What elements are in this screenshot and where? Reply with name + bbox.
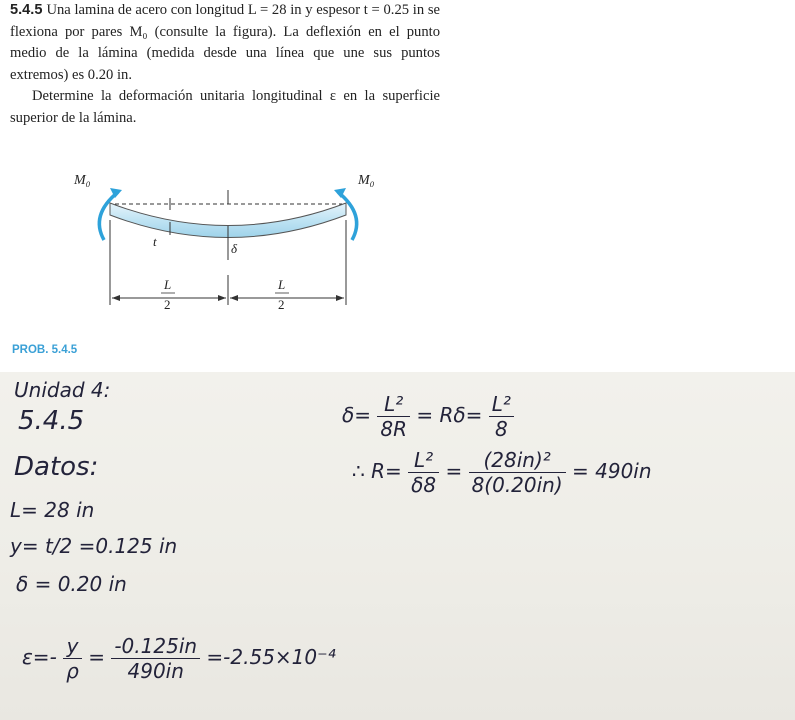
problem-statement <box>10 0 440 129</box>
notes-datos: Datos: <box>14 452 99 482</box>
equation-strain <box>22 634 336 683</box>
eq1-mid: = Rδ= <box>416 403 483 427</box>
notes-heading: Unidad 4: <box>14 378 111 402</box>
problem-paragraph-1 <box>10 0 440 86</box>
given-y: y= t/2 =0.125 in <box>10 534 178 558</box>
beam-figure <box>60 160 400 340</box>
eq3-fraction-2: $\frac{-0.125in}{490in}$ <box>111 634 200 683</box>
eq3-result: =-2.55×10⁻⁴ <box>206 645 336 669</box>
equation-deflection <box>342 392 514 441</box>
eq2-eq: = <box>445 459 463 483</box>
problem-label: PROB. 5.4.5 <box>12 344 78 356</box>
handwritten-notes <box>0 372 795 720</box>
eq2-fraction-2: $\frac{\text{(28in)²}}{8(0.20in)}$ <box>469 448 566 497</box>
notes-problem-number: 5.4.5 <box>18 406 85 436</box>
eq1-fraction: $\frac{\text{L²}}{8R}$ <box>377 392 410 441</box>
equation-radius <box>352 448 652 497</box>
deflection-label: δ <box>231 241 238 256</box>
problem-text-1: Una lamina de acero con longitud L = 28 in y espesor t = 0.25 in se flexiona por pares M₀ (consulte la figura). La deflexión en el punto medio de la lámina (medida desde una línea que une sus puntos extremos) es 0.20 in. <box>10 2 440 83</box>
problem-number: 5.4.5 <box>10 2 43 18</box>
moment-label-right: M₀ <box>358 173 375 188</box>
problem-paragraph-2: Determine la deformación unitaria longitudinal ε en la superficie superior de la lámina. <box>10 88 440 126</box>
moment-label-left: M₀ <box>74 173 91 188</box>
thickness-label: t <box>153 234 157 249</box>
given-deflection: δ = 0.20 in <box>16 572 127 596</box>
half-span-left-num: L <box>164 277 172 292</box>
eq2-fraction: $\frac{\text{L²}}{\delta 8}$ <box>408 448 439 497</box>
eq1-fraction-2: $\frac{\text{L²}}{8}$ <box>489 392 514 441</box>
given-length: L= 28 in <box>10 498 95 522</box>
half-span-left-den: 2 <box>164 297 171 312</box>
eq2-result: = 490in <box>572 459 652 483</box>
eq3-left: ε=- <box>22 645 57 669</box>
eq3-eq: = <box>88 645 105 669</box>
half-span-right-num: L <box>278 277 286 292</box>
half-span-right-den: 2 <box>278 297 285 312</box>
eq2-left: ∴ R= <box>352 459 402 483</box>
eq1-left: δ= <box>342 403 371 427</box>
eq3-fraction: $\frac{y}{\rho}$ <box>63 634 82 683</box>
